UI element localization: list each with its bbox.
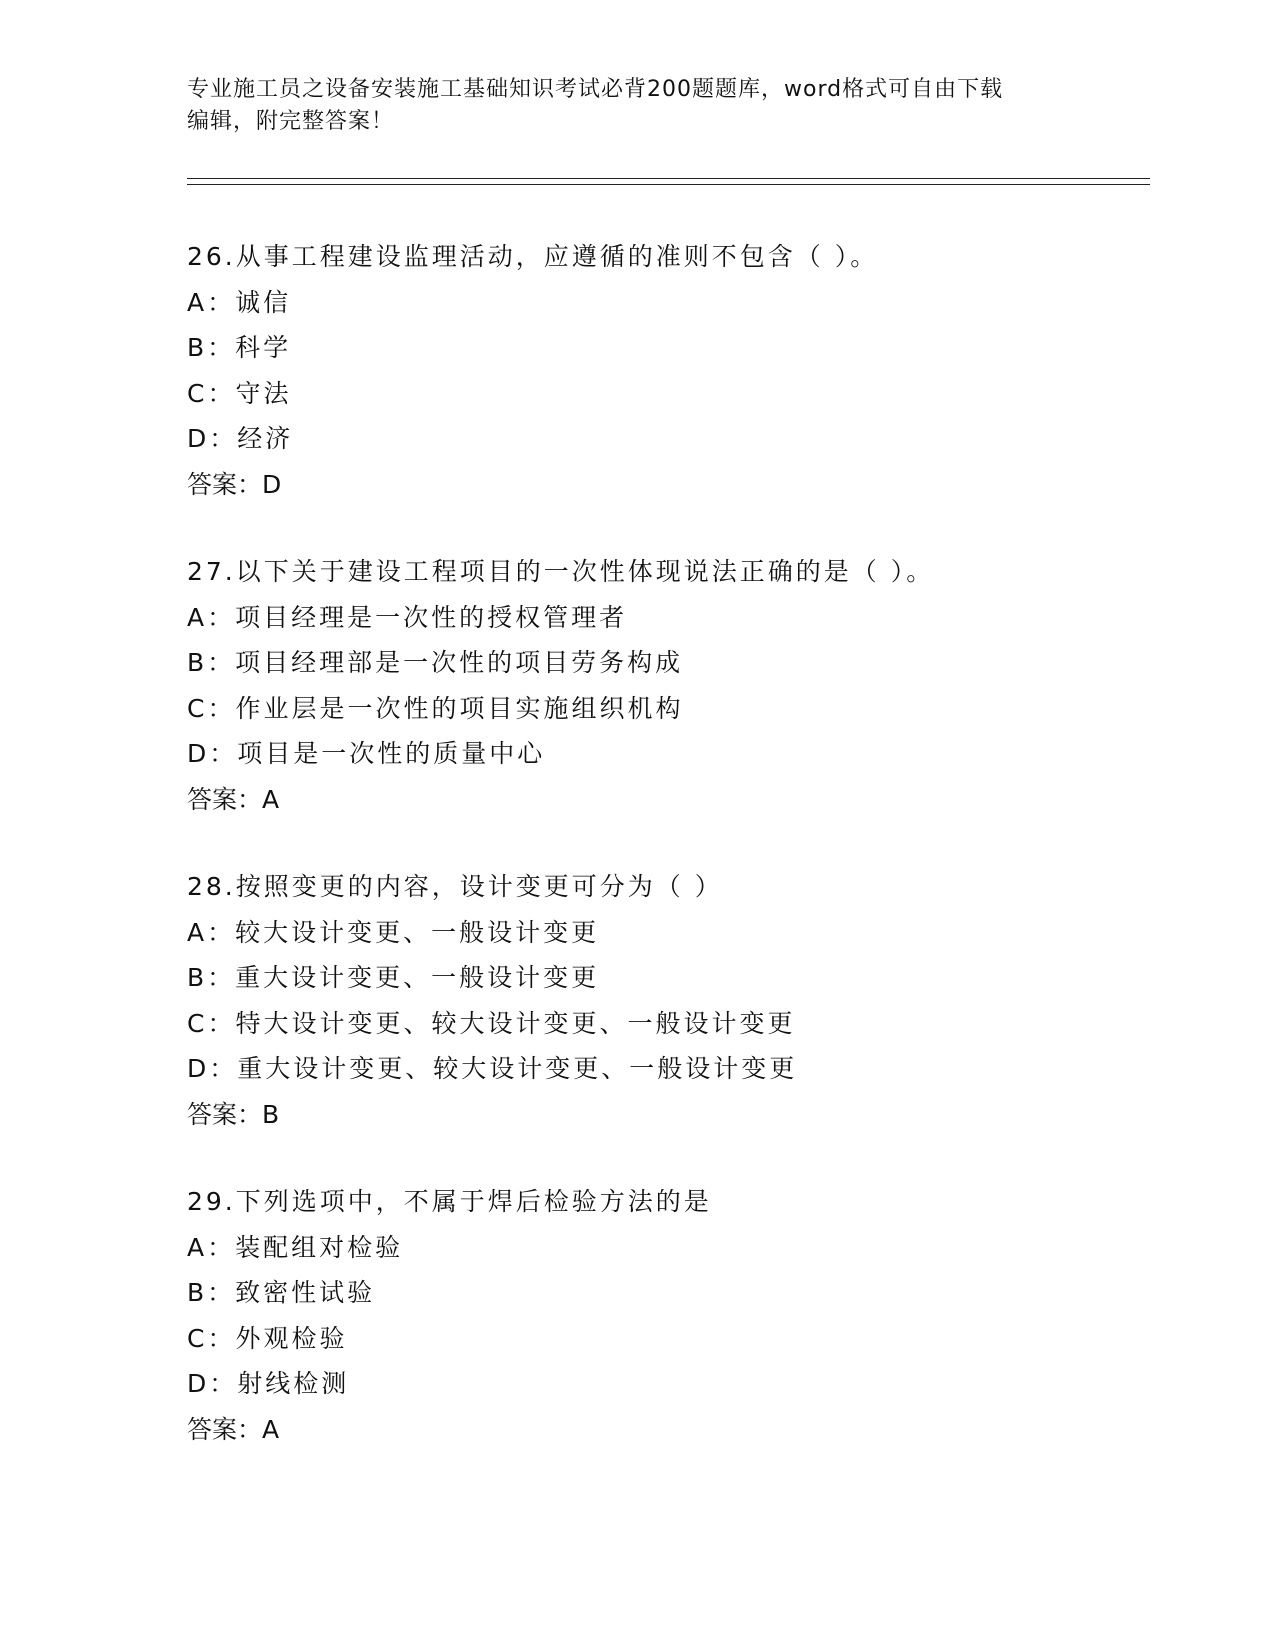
question-stem: 27.以下关于建设工程项目的一次性体现说法正确的是（ ）。 <box>187 557 935 586</box>
question-stem: 29.下列选项中，不属于焊后检验方法的是 <box>187 1187 712 1216</box>
answer-line: 答案：B <box>187 1099 280 1129</box>
option-d: D：项目是一次性的质量中心 <box>187 739 546 768</box>
option-a: A：较大设计变更、一般设计变更 <box>187 917 600 947</box>
question-stem: 26.从事工程建设监理活动，应遵循的准则不包含（ ）。 <box>187 242 879 271</box>
question-list <box>187 234 1147 1494</box>
header-double-rule <box>187 178 1150 185</box>
option-b: B：科学 <box>187 333 292 362</box>
option-a: A：诚信 <box>187 287 292 317</box>
option-d: D：经济 <box>187 424 294 453</box>
option-a: A：装配组对检验 <box>187 1232 404 1262</box>
option-c: C：守法 <box>187 378 292 408</box>
question-29 <box>187 1179 1147 1452</box>
answer-line: 答案：D <box>187 469 282 499</box>
answer-line: 答案：A <box>187 784 280 814</box>
document-header <box>187 74 1067 138</box>
option-c: C：外观检验 <box>187 1323 348 1353</box>
option-c: C：作业层是一次性的项目实施组织机构 <box>187 693 684 723</box>
option-b: B：重大设计变更、一般设计变更 <box>187 963 600 992</box>
question-28 <box>187 864 1147 1137</box>
header-title-line-2: 编辑，附完整答案！ <box>187 109 395 134</box>
option-d: D：射线检测 <box>187 1369 350 1398</box>
option-d: D：重大设计变更、较大设计变更、一般设计变更 <box>187 1054 798 1083</box>
header-title-line-1: 专业施工员之设备安装施工基础知识考试必背200题题库，word格式可自由下载 <box>187 77 1004 102</box>
answer-line: 答案：A <box>187 1414 280 1444</box>
question-stem: 28.按照变更的内容，设计变更可分为（ ） <box>187 872 723 901</box>
option-b: B：项目经理部是一次性的项目劳务构成 <box>187 648 684 677</box>
option-c: C：特大设计变更、较大设计变更、一般设计变更 <box>187 1008 796 1038</box>
option-a: A：项目经理是一次性的授权管理者 <box>187 602 628 632</box>
question-26 <box>187 234 1147 507</box>
option-b: B：致密性试验 <box>187 1278 376 1307</box>
question-27 <box>187 549 1147 822</box>
